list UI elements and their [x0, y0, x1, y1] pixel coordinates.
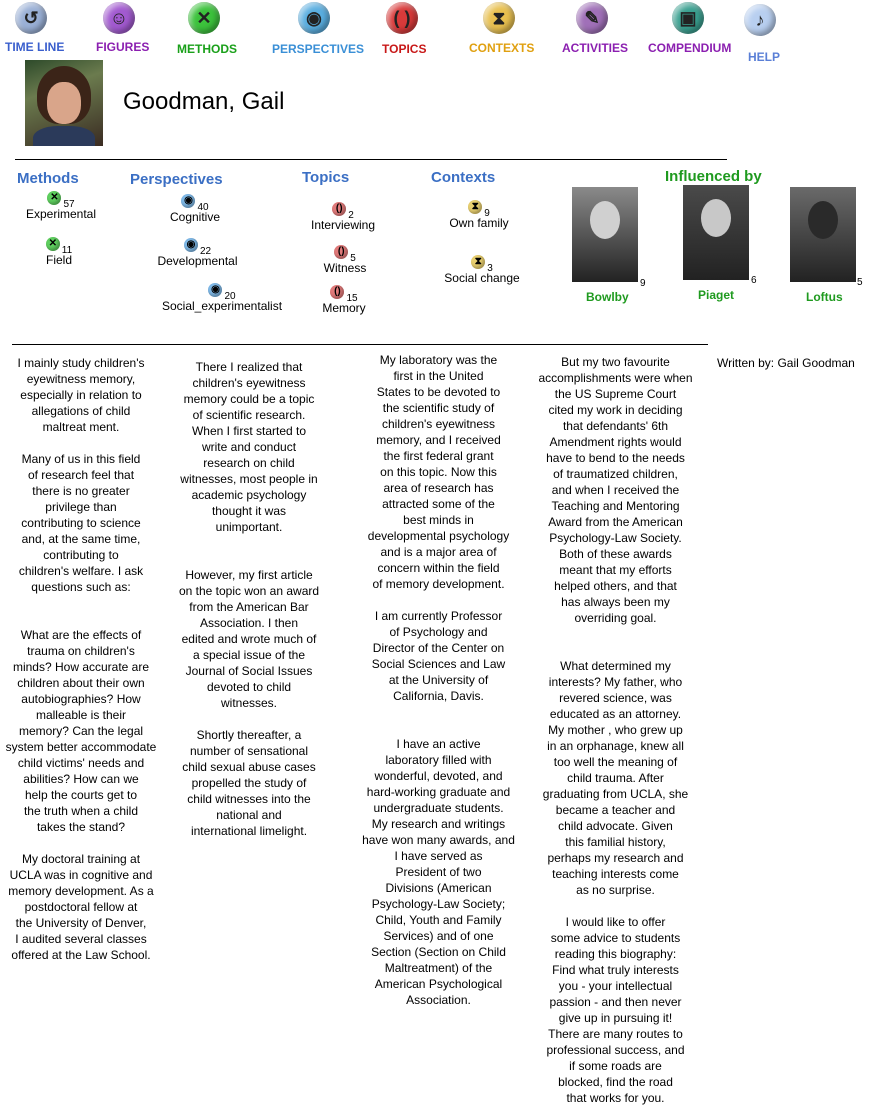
term-count: 40 — [197, 202, 209, 213]
methods-term[interactable] — [14, 236, 104, 267]
term-count: 2 — [348, 210, 354, 221]
perspectives-icon[interactable] — [298, 2, 330, 34]
figures-icon-glyph: ☺ — [109, 8, 129, 28]
term-count: 11 — [61, 245, 73, 256]
profile-photo — [25, 60, 103, 146]
term-count: 57 — [63, 199, 75, 210]
term-label[interactable]: Social change — [444, 270, 520, 285]
activities-icon-glyph: ✎ — [584, 8, 600, 28]
topics-heading: Topics — [302, 169, 350, 186]
perspectives-icon[interactable]: ◉ — [181, 194, 195, 208]
term-label[interactable]: Experimental — [25, 206, 97, 221]
topics-term[interactable] — [306, 284, 382, 315]
bio-column-1: I mainly study children's eyewitness memory, especially in relation to allegations of child maltreat ment. Many of us in this field of research feel that there is no greater privilege than contributing to science and, at the same time, contributing to children's welfare. I ask questions such as: What are the effects of trauma on children's minds? How accurate are children about their own autobiographies? How malleable is their memory? Can the legal system better accommodate child victims' needs and abilities? How can we help the courts get to the truth when a child takes the stand? My doctoral training at UCLA was in cognitive and memory development. As a postdoctoral fellow at the University of Denver, I audited several classes offered at the Law School. — [5, 356, 157, 962]
perspectives-heading: Perspectives — [130, 171, 223, 188]
term-count: 5 — [350, 253, 356, 264]
bio-column-2: There I realized that children's eyewitness memory could be a topic of scientific research. When I first started to write and conduct research on child witnesses, most people in academic psychology thought it was unimportant. However, my first article on the topic won an award from the American Bar Association. I then edited and wrote much of a special issue of the Journal of Social Issues devoted to child witnesses. Shortly thereafter, a number of sensational child sexual abuse cases propelled the study of child witnesses into the national and international limelight. — [178, 360, 320, 838]
nav-label[interactable]: ACTIVITIES — [562, 41, 629, 55]
figures-icon[interactable] — [103, 2, 135, 34]
timeline-icon-glyph: ↺ — [23, 8, 39, 28]
methods-icon[interactable] — [188, 2, 220, 34]
methods-icon[interactable]: ✕ — [47, 191, 61, 205]
contexts-heading: Contexts — [431, 169, 496, 186]
divider-top — [15, 159, 727, 160]
influencer-photo[interactable] — [572, 187, 638, 282]
term-label[interactable]: Interviewing — [310, 217, 376, 232]
perspectives-icon[interactable]: ◉ — [184, 238, 198, 252]
influencer-name[interactable]: Loftus — [806, 290, 843, 304]
perspectives-term[interactable] — [140, 237, 255, 268]
perspectives-icon[interactable]: ◉ — [208, 283, 222, 297]
bio-column-3: My laboratory was the first in the United States to be devoted to the scientific study of children's eyewitness memory, and I received the first federal grant on this topic. Now this area of research has attracted some of the best minds in developmental psychology and is a major area of concern within the field of memory development. I am currently Professor of Psychology and Director of the Center on Social Sciences and Law at the University of California, Davis. I have an active laboratory filled with wonderful, devoted, and hard-working graduate and undergraduate students. My research and writings have won many awards, and I have served as President of two Divisions (American Psychology-Law Society; Child, Youth and Family Services) and of one Section (Section on Child Maltreatment) of the American Psychological Association. — [362, 353, 515, 1007]
term-label[interactable]: Memory — [322, 300, 366, 315]
methods-term[interactable] — [14, 190, 108, 221]
influencer-count: 9 — [640, 278, 646, 289]
contexts-term[interactable] — [430, 254, 534, 285]
nav-label[interactable]: CONTEXTS — [469, 41, 535, 55]
topics-icon[interactable]: () — [332, 202, 346, 216]
contexts-term[interactable] — [436, 199, 522, 230]
term-count: 22 — [199, 246, 212, 257]
term-label[interactable]: Own family — [449, 215, 509, 230]
help-icon[interactable] — [744, 4, 776, 36]
nav-label[interactable]: HELP — [748, 50, 781, 64]
influencer-name[interactable]: Bowlby — [586, 290, 629, 304]
divider-body — [12, 344, 708, 345]
nav-label[interactable]: PERSPECTIVES — [272, 42, 365, 56]
influencer-count: 6 — [751, 275, 757, 286]
nav-label[interactable]: METHODS — [177, 42, 237, 56]
topics-term[interactable] — [298, 201, 388, 232]
topics-term[interactable] — [306, 244, 384, 275]
contexts-icon[interactable]: ⧗ — [471, 255, 485, 269]
activities-icon[interactable] — [576, 2, 608, 34]
term-label[interactable]: Witness — [323, 260, 367, 275]
contexts-icon-glyph: ⧗ — [492, 8, 506, 28]
methods-icon-glyph: ✕ — [196, 8, 212, 28]
term-label[interactable]: Field — [45, 252, 72, 267]
topics-icon[interactable]: () — [334, 245, 348, 259]
perspectives-term[interactable] — [148, 282, 296, 313]
timeline-icon[interactable] — [15, 2, 47, 34]
influencer-name[interactable]: Piaget — [698, 288, 735, 302]
contexts-icon[interactable] — [483, 2, 515, 34]
influenced-by-heading: Influenced by — [665, 168, 762, 185]
help-icon-glyph: ♪ — [755, 10, 765, 30]
author-credit: Written by: Gail Goodman — [717, 356, 855, 370]
compendium-icon-glyph: ▣ — [679, 8, 697, 28]
term-label[interactable]: Cognitive — [169, 209, 221, 224]
methods-heading: Methods — [17, 170, 79, 187]
nav-label[interactable]: FIGURES — [96, 40, 150, 54]
perspectives-term[interactable] — [150, 193, 240, 224]
term-label[interactable]: Developmental — [157, 253, 238, 268]
influencer-count: 5 — [857, 277, 863, 288]
compendium-icon[interactable] — [672, 2, 704, 34]
nav-label[interactable]: COMPENDIUM — [648, 41, 732, 55]
perspectives-icon-glyph: ◉ — [306, 8, 322, 28]
contexts-icon[interactable]: ⧗ — [468, 200, 482, 214]
methods-icon[interactable]: ✕ — [46, 237, 60, 251]
person-name: Goodman, Gail — [123, 88, 285, 115]
topics-icon[interactable]: () — [330, 285, 344, 299]
bio-column-4: But my two favourite accomplishments were when the US Supreme Court cited my work in deciding that defendants' 6th Amendment rights would have to bend to the needs of traumatized children, and when I received the Teaching and Mentoring Award from the American Psychology-Law Society. Both of these awards meant that my efforts helped others, and that has always been my overriding goal. What determined my interests? My father, who revered science, was educated as an attorney. My mother , who grew up in an orphanage, knew all too well the meaning of child trauma. After graduating from UCLA, she became a teacher and child advocate. Given this familial history, perhaps my research and teaching interests come as no surprise. I would like to offer some advice to students reading this biography: Find what truly interests you - your intellectual passion - and then never give up in pursuing it! There are many routes to professional success, and if some roads are blocked, find the road that works for you. — [538, 355, 693, 1105]
influencer-photo[interactable] — [683, 185, 749, 280]
term-label[interactable]: Social_experimentalist — [161, 298, 283, 313]
influencer-photo[interactable] — [790, 187, 856, 282]
topics-icon-glyph: ( ) — [393, 8, 411, 28]
topics-icon[interactable] — [386, 2, 418, 34]
term-count: 3 — [487, 263, 493, 274]
term-count: 15 — [346, 293, 358, 304]
nav-label[interactable]: TIME LINE — [5, 40, 65, 54]
nav-label[interactable]: TOPICS — [382, 42, 427, 56]
term-count: 9 — [484, 208, 490, 219]
term-count: 20 — [224, 291, 236, 302]
